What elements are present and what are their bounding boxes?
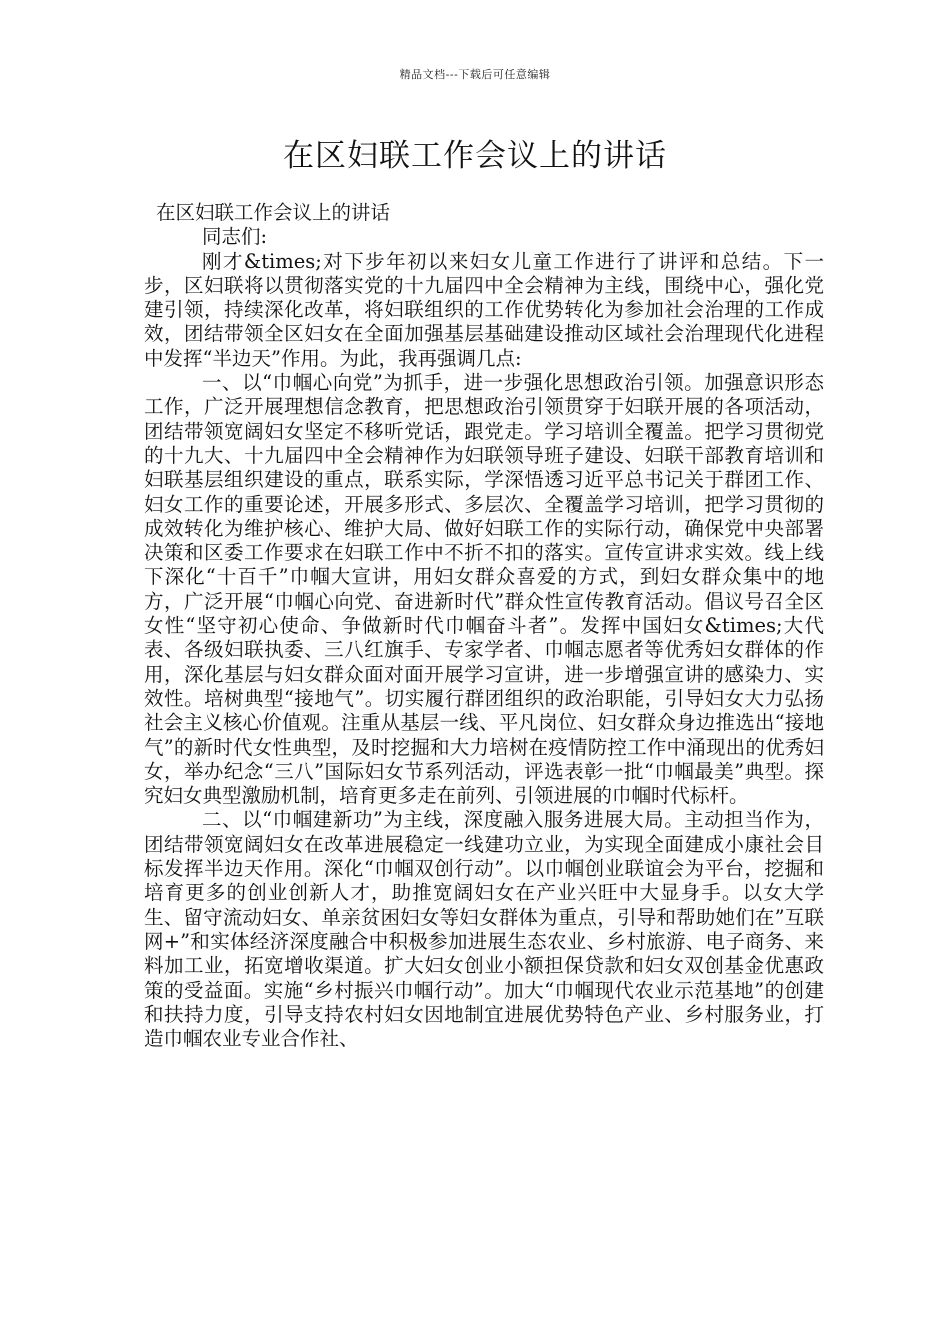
- salutation: 同志们:: [202, 225, 268, 249]
- body-paragraph: 刚才&times;对下步年初以来妇女儿童工作进行了讲评和总结。下一步，区妇联将以贯彻落实党的十九届四中全会精神为主线，围绕中心，强化党建引领，持续深化改革，将妇联组织的工作优势转化为参加社会治理的工作成效，团结带领全区妇女在全面加强基层基础建设推动区域社会治理现代化进程中发挥“半边天”作用。为此，我再强调几点:: [144, 249, 824, 370]
- page-header: 精品文档---下载后可任意编辑: [399, 68, 551, 81]
- document-subtitle: 在区妇联工作会议上的讲话: [156, 201, 391, 224]
- document-title: 在区妇联工作会议上的讲话: [283, 138, 667, 174]
- body-paragraph: 一、以“巾帼心向党”为抓手，进一步强化思想政治引领。加强意识形态工作，广泛开展理想信念教育，把思想政治引领贯穿于妇联开展的各项活动，团结带领宽阔妇女坚定不移听党话，跟党走。学习培训全覆盖。把学习贯彻党的十九大、十九届四中全会精神作为妇联领导班子建设、妇联干部教育培训和妇联基层组织建设的重点，联系实际，学深悟透习近平总书记关于群团工作、妇女工作的重要论述，开展多形式、多层次、全覆盖学习培训，把学习贯彻的成效转化为维护核心、维护大局、做好妇联工作的实际行动，确保党中央部署决策和区委工作要求在妇联工作中不折不扣的落实。宣传宣讲求实效。线上线下深化“十百千”巾帼大宣讲，用妇女群众喜爱的方式，到妇女群众集中的地方，广泛开展“巾帼心向党、奋进新时代”群众性宣传教育活动。倡议号召全区女性“坚守初心使命、争做新时代巾帼奋斗者”。发挥中国妇女&times;大代表、各级妇联执委、三八红旗手、专家学者、巾帼志愿者等优秀妇女群体的作用，深化基层与妇女群众面对面开展学习宣讲，进一步增强宣讲的感染力、实效性。培树典型“接地气”。切实履行群团组织的政治职能，引导妇女大力弘扬社会主义核心价值观。注重从基层一线、平凡岗位、妇女群众身边推选出“接地气”的新时代女性典型，及时挖掘和大力培树在疫情防控工作中涌现出的优秀妇女，举办纪念“三八”国际妇女节系列活动，评选表彰一批“巾帼最美”典型。探究妇女典型激励机制，培育更多走在前列、引领进展的巾帼时代标杆。: [144, 371, 824, 808]
- document-body: [144, 201, 824, 1051]
- body-paragraph: 二、以“巾帼建新功”为主线，深度融入服务进展大局。主动担当作为，团结带领宽阔妇女在改革进展稳定一线建功立业，为实现全面建成小康社会目标发挥半边天作用。深化“巾帼双创行动”。以巾帼创业联谊会为平台，挖掘和培育更多的创业创新人才，助推宽阔妇女在产业兴旺中大显身手。以女大学生、留守流动妇女、单亲贫困妇女等妇女群体为重点，引导和帮助她们在”互联网+”和实体经济深度融合中积极参加进展生态农业、乡村旅游、电子商务、来料加工业，拓宽增收渠道。扩大妇女创业小额担保贷款和妇女双创基金优惠政策的受益面。实施“乡村振兴巾帼行动”。加大“巾帼现代农业示范基地”的创建和扶持力度，引导支持农村妇女因地制宜进展优势特色产业、乡村服务业，打造巾帼农业专业合作社、: [144, 808, 824, 1051]
